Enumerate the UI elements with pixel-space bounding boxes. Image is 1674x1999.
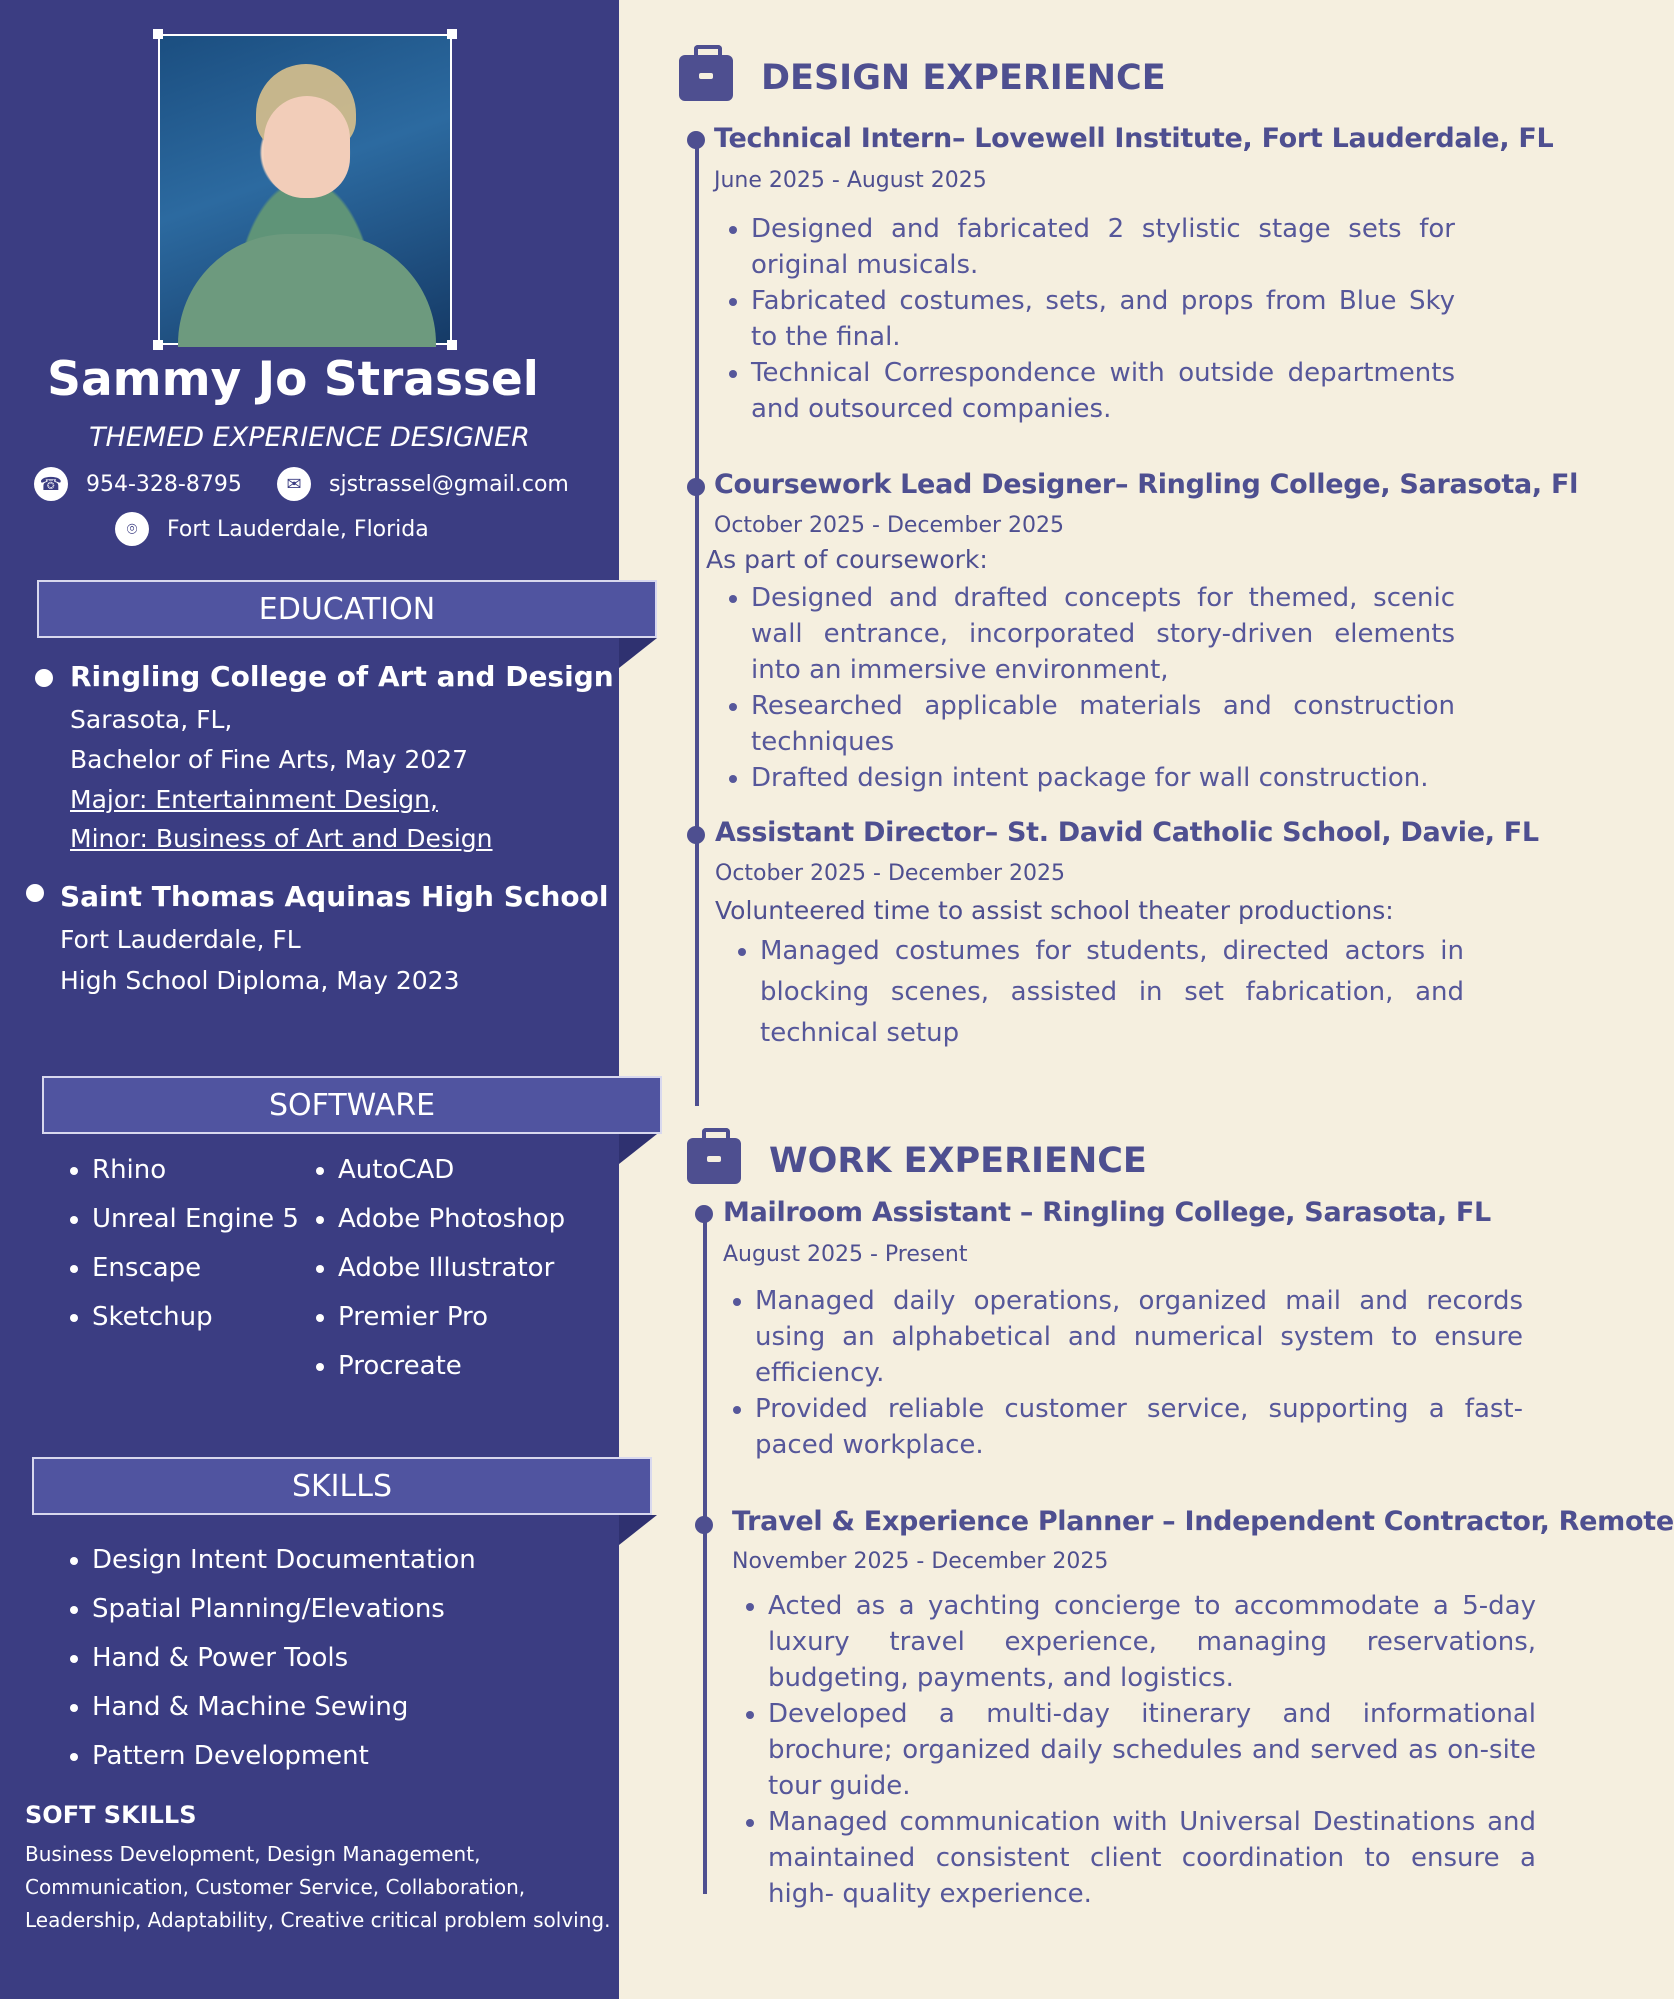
job-title: Mailroom Assistant – Ringling College, Sarasota, FL bbox=[723, 1197, 1491, 1228]
job-title: Technical Intern– Lovewell Institute, Fort Lauderdale, FL bbox=[714, 123, 1554, 154]
list-item: • Adobe Photoshop bbox=[338, 1199, 565, 1248]
list-item: • Drafted design intent package for wall construction. bbox=[751, 760, 1455, 796]
phone-icon: ☎ bbox=[34, 467, 68, 501]
list-item: • Researched applicable materials and construction techniques bbox=[751, 688, 1455, 760]
list-item: • Pattern Development bbox=[92, 1736, 476, 1785]
email-contact bbox=[277, 467, 569, 501]
list-item: • Design Intent Documentation bbox=[92, 1540, 476, 1589]
soft-skills-heading: SOFT SKILLS bbox=[25, 1801, 197, 1829]
work-experience-heading bbox=[687, 1138, 1147, 1184]
list-item: • Hand & Power Tools bbox=[92, 1638, 476, 1687]
timeline-dot bbox=[687, 478, 705, 496]
job-title: Assistant Director– St. David Catholic School, Davie, FL bbox=[715, 817, 1539, 848]
high-school-name: Saint Thomas Aquinas High School bbox=[60, 880, 609, 913]
location-pin-icon: ⌾ bbox=[115, 512, 149, 546]
high-school-degree: High School Diploma, May 2023 bbox=[60, 966, 460, 995]
list-item: • Procreate bbox=[338, 1346, 565, 1395]
sidebar bbox=[0, 0, 619, 1999]
job-dates: June 2025 - August 2025 bbox=[714, 168, 987, 193]
list-item: • Managed communication with Universal Destinations and maintained consistent client coordination to ensure a high- quality experience. bbox=[768, 1804, 1536, 1912]
list-item: • Managed costumes for students, directed actors in blocking scenes, assisted in set fabrication, and technical setup bbox=[760, 931, 1464, 1054]
software-heading: SOFTWARE bbox=[42, 1076, 662, 1134]
job-bullets bbox=[726, 931, 1464, 1054]
job-bullets bbox=[717, 211, 1455, 427]
list-item: • Enscape bbox=[92, 1248, 299, 1297]
list-item: • Premier Pro bbox=[338, 1297, 565, 1346]
college-major: Major: Entertainment Design, bbox=[70, 785, 438, 814]
college-location: Sarasota, FL, bbox=[70, 705, 233, 734]
list-item: • Unreal Engine 5 bbox=[92, 1199, 299, 1248]
job-title: Travel & Experience Planner – Independent Contractor, Remote bbox=[732, 1506, 1674, 1537]
list-item: • Managed daily operations, organized mail and records using an alphabetical and numerical system to ensure efficiency. bbox=[755, 1283, 1523, 1391]
skills-heading: SKILLS bbox=[32, 1457, 652, 1515]
list-item: • Rhino bbox=[92, 1150, 299, 1199]
list-item: • Designed and drafted concepts for themed, scenic wall entrance, incorporated story-driven elements into an immersive environment, bbox=[751, 580, 1455, 688]
email-address[interactable]: sjstrassel@gmail.com bbox=[329, 471, 569, 497]
job-bullets bbox=[721, 1283, 1523, 1463]
list-item: • Designed and fabricated 2 stylistic stage sets for original musicals. bbox=[751, 211, 1455, 283]
list-item: • AutoCAD bbox=[338, 1150, 565, 1199]
phone-contact bbox=[34, 467, 242, 501]
education-heading: EDUCATION bbox=[37, 580, 657, 638]
bullet-dot bbox=[26, 884, 44, 902]
list-item: • Fabricated costumes, sets, and props from Blue Sky to the final. bbox=[751, 283, 1455, 355]
job-dates: November 2025 - December 2025 bbox=[732, 1549, 1109, 1574]
timeline-dot bbox=[695, 1205, 713, 1223]
job-dates: October 2025 - December 2025 bbox=[715, 861, 1066, 886]
job-dates: October 2025 - December 2025 bbox=[714, 513, 1065, 538]
list-item: • Developed a multi-day itinerary and informational brochure; organized daily schedules and served as on-site tour guide. bbox=[768, 1696, 1536, 1804]
briefcase-icon bbox=[687, 1138, 741, 1184]
timeline-line bbox=[695, 140, 699, 1106]
college-degree: Bachelor of Fine Arts, May 2027 bbox=[70, 745, 468, 774]
job-bullets bbox=[734, 1588, 1536, 1912]
section-title: WORK EXPERIENCE bbox=[769, 1141, 1147, 1181]
timeline-dot bbox=[687, 826, 705, 844]
job-bullets bbox=[717, 580, 1455, 796]
list-item: • Sketchup bbox=[92, 1297, 299, 1346]
job-dates: August 2025 - Present bbox=[723, 1242, 968, 1267]
resize-handle[interactable] bbox=[153, 29, 163, 39]
list-item: • Acted as a yachting concierge to accommodate a 5-day luxury travel experience, managing reservations, budgeting, payments, and logistics. bbox=[768, 1588, 1536, 1696]
college-name: Ringling College of Art and Design bbox=[70, 660, 614, 693]
phone-number[interactable]: 954-328-8795 bbox=[86, 471, 242, 497]
high-school-location: Fort Lauderdale, FL bbox=[60, 925, 301, 954]
section-title: DESIGN EXPERIENCE bbox=[761, 58, 1166, 98]
list-item: • Spatial Planning/Elevations bbox=[92, 1589, 476, 1638]
resize-handle[interactable] bbox=[447, 29, 457, 39]
design-experience-heading bbox=[679, 55, 1166, 101]
list-item: • Provided reliable customer service, supporting a fast-paced workplace. bbox=[755, 1391, 1523, 1463]
timeline-line bbox=[703, 1214, 707, 1894]
resize-handle[interactable] bbox=[153, 340, 163, 350]
software-list-2 bbox=[308, 1150, 565, 1395]
job-title: Coursework Lead Designer– Ringling College, Sarasota, Fl bbox=[714, 469, 1579, 500]
profile-name: Sammy Jo Strassel bbox=[47, 352, 539, 407]
list-item: • Technical Correspondence with outside departments and outsourced companies. bbox=[751, 355, 1455, 427]
bullet-dot bbox=[35, 669, 53, 687]
main-content bbox=[619, 0, 1674, 1999]
timeline-dot bbox=[687, 131, 705, 149]
job-intro: As part of coursework: bbox=[706, 545, 988, 574]
location-contact bbox=[115, 512, 429, 546]
location-text: Fort Lauderdale, Florida bbox=[167, 516, 429, 542]
mail-icon: ✉ bbox=[277, 467, 311, 501]
job-intro: Volunteered time to assist school theater productions: bbox=[715, 896, 1394, 925]
soft-skills-text: Business Development, Design Management, Communication, Customer Service, Collaboration, Leadership, Adaptability, Creative critical problem solving. bbox=[25, 1842, 611, 1932]
list-item: • Hand & Machine Sewing bbox=[92, 1687, 476, 1736]
list-item: • Adobe Illustrator bbox=[338, 1248, 565, 1297]
profile-photo bbox=[158, 34, 452, 345]
timeline-dot bbox=[695, 1516, 713, 1534]
resize-handle[interactable] bbox=[447, 340, 457, 350]
profile-title: THEMED EXPERIENCE DESIGNER bbox=[89, 422, 530, 453]
skills-list bbox=[62, 1540, 476, 1785]
software-list-1 bbox=[62, 1150, 299, 1346]
briefcase-icon bbox=[679, 55, 733, 101]
college-minor: Minor: Business of Art and Design bbox=[70, 824, 493, 853]
